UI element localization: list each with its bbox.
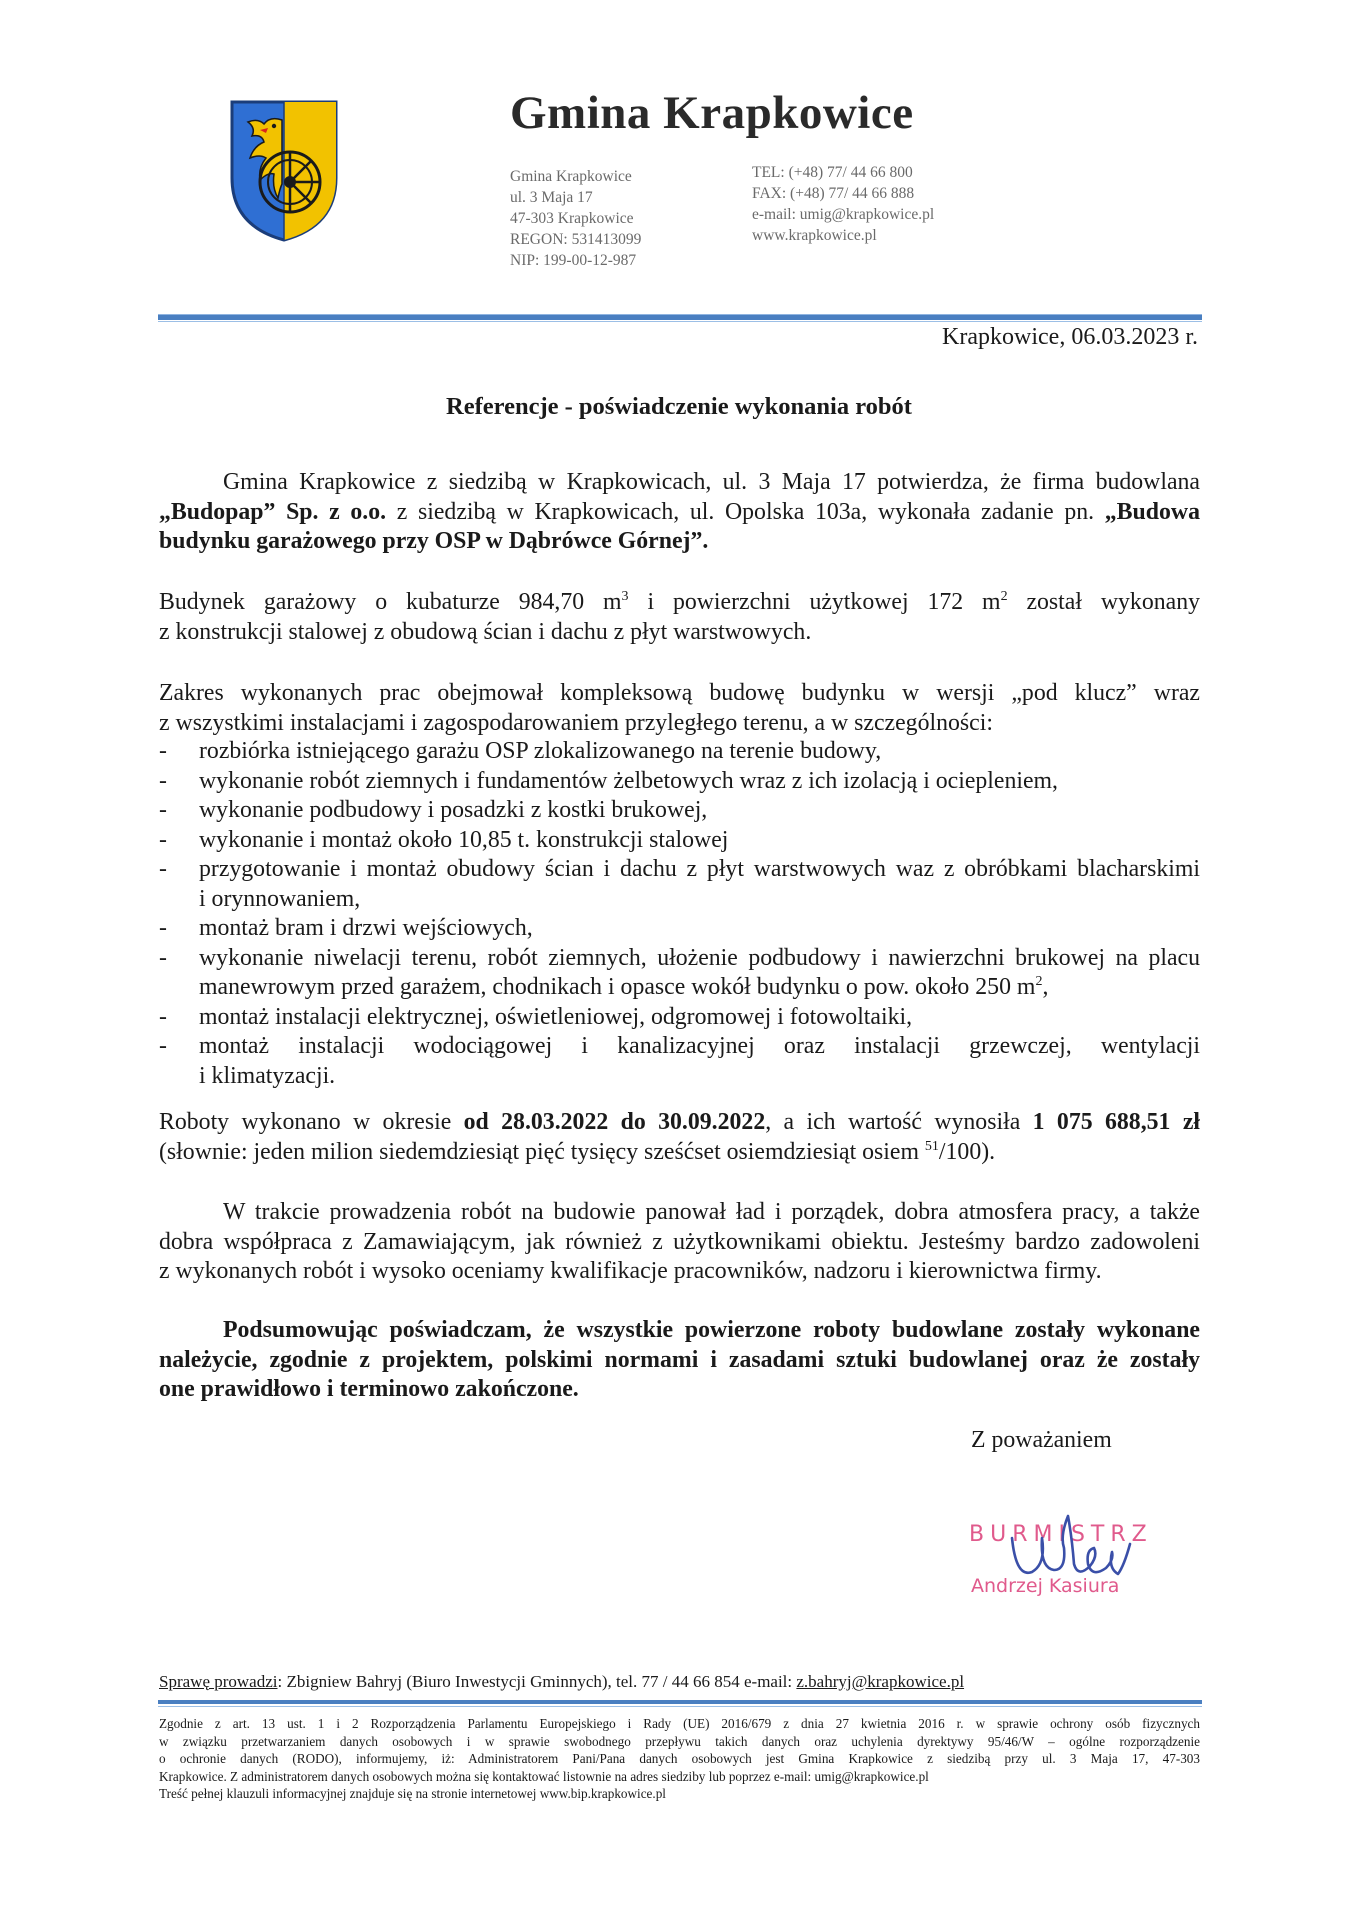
case-handler [159, 1672, 964, 1692]
superscript: 51 [924, 1138, 939, 1154]
text-span: Budynek garażowy o kubaturze 984,70 m [159, 589, 622, 615]
gdpr-line: w związku przetwarzaniem danych osobowych i w sprawie swobodnego przepływu takich danych oraz uchylenia dyrektywy 95/46/W – ogólne rozporządzenie [159, 1733, 1200, 1749]
list-item [159, 737, 1200, 767]
address-line: ul. 3 Maja 17 [510, 189, 593, 206]
task-name-start: „Budowa [1104, 498, 1200, 525]
text-span: /100). [938, 1138, 996, 1165]
list-item-text: montaż instalacji wodociągowej i kanalizacyjnej oraz instalacji grzewczej, wentylacji [199, 1033, 1200, 1059]
org-title: Gmina Krapkowice [510, 87, 914, 139]
address-line: NIP: 199-00-12-987 [510, 252, 637, 269]
bullet-dash: - [159, 767, 167, 794]
list-item-text: wykonanie robót ziemnych i fundamentów żelbetowych wraz z ich izolacją i ociepleniem, [199, 767, 1059, 794]
text-span: , [1042, 974, 1049, 1000]
company-name: „Budopap” Sp. z o.o. [159, 498, 387, 525]
text-span: (słownie: jeden milion siedemdziesiąt pięć tysięcy sześćset osiemdziesiąt osiem [159, 1138, 925, 1165]
text-line [159, 498, 1200, 528]
text-line [159, 588, 1200, 618]
superscript: 3 [621, 589, 629, 605]
superscript: 2 [1035, 974, 1043, 990]
list-item-text: rozbiórka istniejącego garażu OSP zlokalizowanego na terenie budowy, [199, 738, 882, 764]
list-item-text: wykonanie podbudowy i posadzki z kostki brukowej, [199, 797, 708, 823]
paragraph-assessment [159, 1198, 1200, 1287]
list-item-text: przygotowanie i montaż obudowy ścian i dachu z płyt warstwowych waz z obróbkami blacharskimi [199, 856, 1200, 882]
gdpr-line: Krapkowice. Z administratorem danych osobowych można się kontaktować listownie na adres siedziby lub poprzez e-mail: umig@krapkowice.pl [159, 1768, 929, 1784]
signature-icon [1002, 1508, 1142, 1594]
text-span: i powierzchni użytkowej 172 m [628, 589, 1001, 615]
list-item-text: montaż bram i drzwi wejściowych, [199, 915, 533, 941]
text-line: one prawidłowo i terminowo zakończone. [159, 1376, 579, 1402]
header-divider [158, 314, 1202, 320]
text-line: Gmina Krapkowice z siedzibą w Krapkowicach, ul. 3 Maja 17 potwierdza, że firma budowlana [223, 469, 1200, 495]
text-span: , a ich wartość wynosiła [765, 1109, 1033, 1135]
stamp-title: BURMISTRZ [969, 1522, 1153, 1547]
text-span: został wykonany [1007, 589, 1200, 615]
website-line[interactable]: www.krapkowice.pl [752, 227, 877, 244]
bullet-dash: - [159, 1003, 167, 1030]
task-name-end: budynku garażowego przy OSP w Dąbrówce Górnej”. [159, 528, 709, 554]
list-item-text: i klimatyzacji. [199, 1062, 336, 1089]
coat-of-arms-icon [228, 98, 340, 244]
text-line: z wykonanych robót i wysoko oceniamy kwalifikacje pracowników, nadzoru i kierownictwa firmy. [159, 1258, 1102, 1284]
period-dates: od 28.03.2022 do 30.09.2022 [463, 1109, 766, 1135]
address-line: Gmina Krapkowice [510, 168, 632, 185]
stamp-name: Andrzej Kasiura [971, 1575, 1120, 1597]
list-item [159, 914, 1200, 944]
fax-line: FAX: (+48) 77/ 44 66 888 [752, 185, 915, 202]
list-item-text: wykonanie niwelacji terenu, robót ziemnych, ułożenie podbudowy i nawierzchni brukowej na placu [199, 944, 1200, 971]
gdpr-line: Treść pełnej klauzuli informacyjnej znajduje się na stronie internetowej www.bip.krapkowice.pl [159, 1786, 666, 1801]
list-item [159, 826, 1200, 856]
text-span: Roboty wykonano w okresie [159, 1109, 464, 1135]
superscript: 2 [1000, 589, 1008, 605]
list-item-text: montaż instalacji elektrycznej, oświetleniowej, odgromowej i fotowoltaiki, [199, 1003, 913, 1030]
text-line: należycie, zgodnie z projektem, polskimi normami i zasadami sztuki budowlanej oraz że zostały [159, 1346, 1200, 1373]
gdpr-line: Zgodnie z art. 13 ust. 1 i 2 Rozporządzenia Parlamentu Europejskiego i Rady (UE) 2016/679 z dnia 27 kwietnia 2016 r. w sprawie ochrony osób fizycznych [159, 1716, 1200, 1731]
bullet-dash: - [159, 915, 167, 941]
header-divider-thin [158, 321, 1202, 322]
case-handler-label: Sprawę prowadzi [159, 1672, 278, 1691]
bullet-dash: - [159, 944, 167, 971]
text-line: W trakcie prowadzenia robót na budowie panował ład i porządek, dobra atmosfera pracy, a także [223, 1199, 1200, 1225]
text-line: Podsumowując poświadczam, że wszystkie powierzone roboty budowlane zostały wykonane [223, 1317, 1200, 1343]
list-item-text: wykonanie i montaż około 10,85 t. konstrukcji stalowej [199, 826, 729, 853]
list-item-text: i orynnowaniem, [199, 885, 361, 912]
list-item-text [199, 973, 1200, 1003]
contact-block [752, 162, 934, 246]
address-line: 47-303 Krapkowice [510, 210, 634, 227]
list-item [159, 767, 1200, 797]
text-line: dobra współpraca z Zamawiającym, jak również z użytkownikami obiektu. Jesteśmy bardzo zadowoleni [159, 1228, 1200, 1255]
contract-value: 1 075 688,51 zł [1032, 1109, 1200, 1135]
bullet-dash: - [159, 797, 167, 823]
document-title: Referencje - poświadczenie wykonania robót [446, 393, 912, 420]
gdpr-line: o ochronie danych (RODO), informujemy, iż: Administratorem Pani/Pana danych osobowych jest Gmina Krapkowice z siedzibą przy ul. 3 Maja 17, 47-303 [159, 1751, 1200, 1766]
paragraph-scope [159, 679, 1200, 738]
closing-regards: Z poważaniem [971, 1427, 1112, 1453]
place-date: Krapkowice, 06.03.2023 r. [942, 324, 1198, 350]
text-line: z wszystkimi instalacjami i zagospodarowaniem przyległego terenu, a w szczególności: [159, 709, 993, 736]
case-handler-email[interactable]: z.bahryj@krapkowice.pl [796, 1672, 965, 1691]
text-line [159, 1108, 1200, 1138]
footer-divider-thin [158, 1706, 1202, 1707]
footer-divider [158, 1700, 1202, 1704]
text-line: z konstrukcji stalowej z obudową ścian i dachu z płyt warstwowych. [159, 618, 812, 645]
bullet-dash: - [159, 738, 167, 764]
paragraph-summary [159, 1316, 1200, 1405]
scope-list [159, 737, 1200, 1091]
list-item [159, 1003, 1200, 1033]
text-span: manewrowym przed garażem, chodnikach i opasce wokół budynku o pow. około 250 m [199, 974, 1036, 1000]
bullet-dash: - [159, 826, 167, 853]
phone-line: TEL: (+48) 77/ 44 66 800 [752, 164, 913, 181]
list-item [159, 944, 1200, 1003]
text-line: Zakres wykonanych prac obejmował kompleksową budowę budynku w wersji „pod klucz” wraz [159, 680, 1200, 706]
list-item [159, 1032, 1200, 1091]
paragraph-confirmation [159, 468, 1200, 557]
paragraph-period-value [159, 1108, 1200, 1167]
case-handler-text: : Zbigniew Bahryj (Biuro Inwestycji Gminnych), tel. 77 / 44 66 854 e-mail: [277, 1672, 797, 1691]
address-block [510, 166, 641, 271]
bullet-dash: - [159, 1033, 167, 1059]
address-line: REGON: 531413099 [510, 231, 642, 248]
text-span: z siedzibą w Krapkowicach, ul. Opolska 103a, wykonała zadanie pn. [386, 498, 1105, 525]
gdpr-clause [159, 1715, 1200, 1803]
paragraph-building [159, 588, 1200, 647]
text-line [159, 1138, 1200, 1168]
bullet-dash: - [159, 856, 167, 882]
list-item [159, 796, 1200, 826]
email-line[interactable]: e-mail: umig@krapkowice.pl [752, 206, 935, 223]
list-item [159, 855, 1200, 914]
